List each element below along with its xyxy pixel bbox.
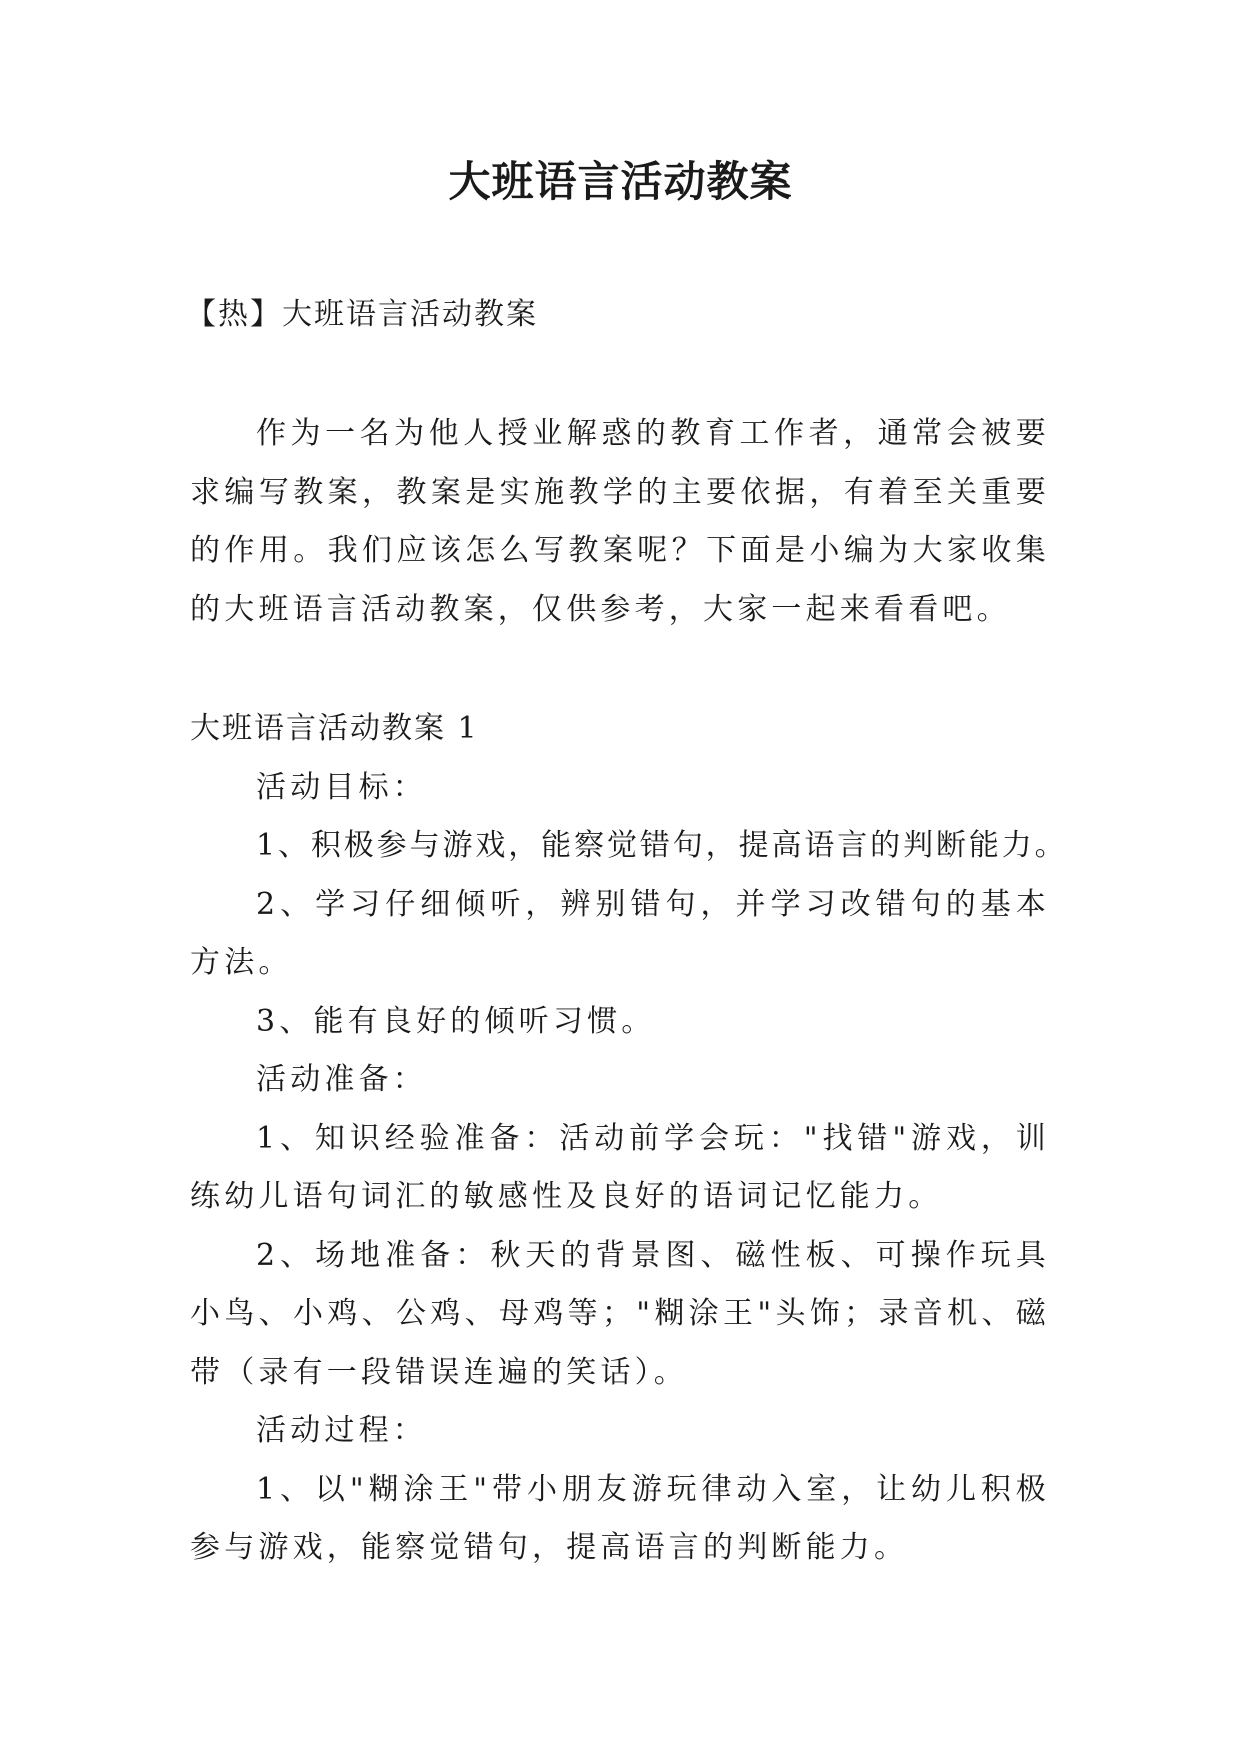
goal-item: 3、能有良好的倾听习惯。 — [256, 1003, 656, 1039]
activity-process-label: 活动过程： — [256, 1413, 427, 1448]
prep-item: 1、知识经验准备：活动前学会玩："找错"游戏，训练幼儿语句词汇的敏感性及良好的语词记忆能力。 — [190, 1120, 1050, 1214]
activity-goals-label: 活动目标： — [256, 769, 427, 805]
activity-prep-label: 活动准备： — [256, 1062, 427, 1097]
process-item: 1、以"糊涂王"带小朋友游玩律动入室，让幼儿积极参与游戏，能察觉错句，提高语言的判断能力。 — [190, 1471, 1050, 1565]
goal-item: 1、积极参与游戏，能察觉错句，提高语言的判断能力。 — [256, 828, 1068, 863]
section-heading: 大班语言活动教案 1 — [190, 711, 479, 746]
goal-item: 2、学习仔细倾听，辨别错句，并学习改错句的基本方法。 — [190, 886, 1050, 980]
document-body — [190, 700, 1070, 1578]
document-subtitle: 【热】大班语言活动教案 — [186, 297, 538, 332]
prep-item: 2、场地准备：秋天的背景图、磁性板、可操作玩具小鸟、小鸡、公鸡、母鸡等；"糊涂王"头饰；录音机、磁带（录有一段错误连遍的笑话）。 — [190, 1237, 1050, 1390]
document-title: 大班语言活动教案 — [448, 157, 793, 206]
intro-paragraph: 作为一名为他人授业解惑的教育工作者，通常会被要求编写教案，教案是实施教学的主要依据，有着至关重要的作用。我们应该怎么写教案呢？下面是小编为大家收集的大班语言活动教案，仅供参考，大家一起来看看吧。 — [190, 416, 1050, 627]
